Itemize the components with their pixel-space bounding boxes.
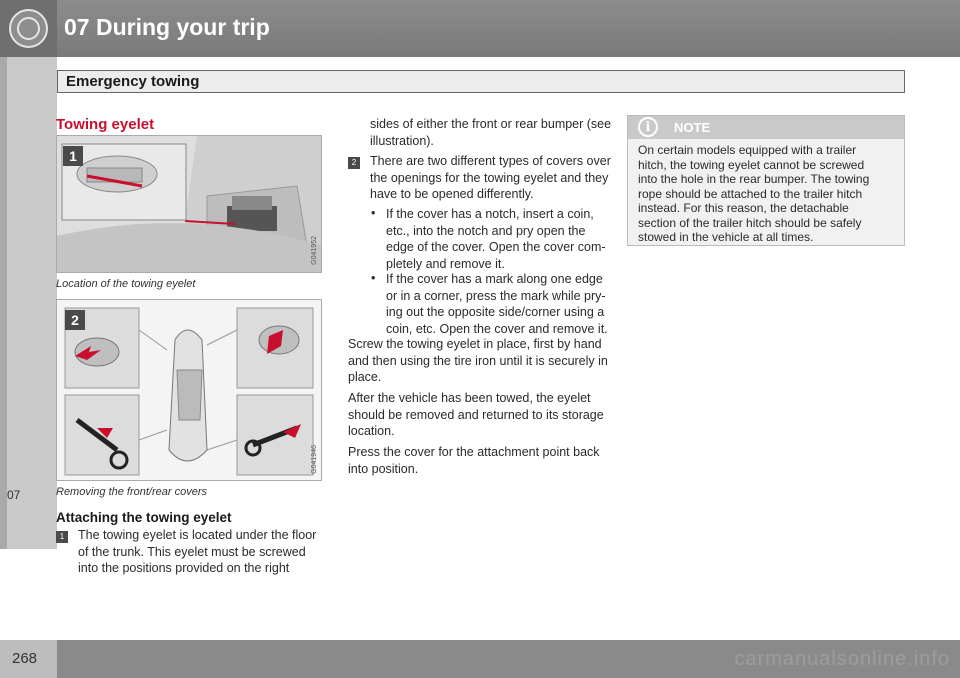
figure-badge-1: 1 xyxy=(63,146,83,166)
press-cover-paragraph xyxy=(348,444,600,477)
chapter-side-tab xyxy=(0,57,57,549)
text-line: coin, etc. Open the cover and remove it. xyxy=(386,321,608,336)
text-line: On certain models equipped with a trailer xyxy=(638,143,857,157)
figure-code-1: G041952 xyxy=(311,236,318,265)
caption-remove-covers: Removing the front/rear covers xyxy=(56,486,208,498)
text-line: hitch, the towing eyelet cannot be screwed xyxy=(638,157,865,172)
text-line: After the vehicle has been towed, the eyelet xyxy=(348,391,591,405)
text-line: There are two different types of covers over xyxy=(370,154,611,168)
note-header xyxy=(628,116,904,139)
logo-box xyxy=(0,0,57,57)
text-line: The towing eyelet is located under the floor xyxy=(78,528,317,542)
trunk-illustration xyxy=(57,136,322,273)
text-line: section of the trailer hitch should be safely xyxy=(638,215,862,230)
step2-text xyxy=(370,153,611,203)
text-line: instead. For this reason, the detachable xyxy=(638,201,849,215)
watermark: carmanualsonline.info xyxy=(734,648,950,670)
text-line: should be removed and returned to its storage xyxy=(348,407,604,422)
text-line: stowed in the vehicle at all times. xyxy=(638,230,814,244)
footer-page-box xyxy=(0,640,57,678)
figure-remove-covers xyxy=(56,299,322,481)
bullet-notch-text xyxy=(386,206,606,272)
side-tab-edge xyxy=(0,57,7,549)
text-line: rope should be attached to the trailer hitch xyxy=(638,186,863,201)
text-line: into position. xyxy=(348,461,419,476)
note-text xyxy=(638,143,900,245)
figure-code-2: G041946 xyxy=(311,445,318,474)
chapter-number: 07 xyxy=(7,488,21,502)
step-badge-1: 1 xyxy=(56,531,68,543)
figure-badge-2: 2 xyxy=(65,310,85,330)
screw-paragraph xyxy=(348,336,608,386)
towing-eyelet-heading: Towing eyelet xyxy=(56,116,155,133)
section-bar xyxy=(57,70,905,93)
text-line: and then using the tire iron until it is securely in xyxy=(348,353,608,368)
note-title: NOTE xyxy=(674,120,711,135)
bullet-marker: • xyxy=(371,271,376,285)
text-line: into the hole in the rear bumper. The towing xyxy=(638,172,870,186)
text-line: If the cover has a notch, insert a coin, xyxy=(386,207,594,221)
text-line: place. xyxy=(348,370,382,384)
text-line: If the cover has a mark along one edge xyxy=(386,272,603,286)
text-line: or in a corner, press the mark while pry- xyxy=(386,288,606,303)
figure-trunk-location xyxy=(56,135,322,273)
text-line: into the positions provided on the right xyxy=(78,561,290,575)
note-box xyxy=(627,115,905,246)
text-line: illustration). xyxy=(370,133,434,148)
text-line: of the trunk. This eyelet must be screwed xyxy=(78,544,306,559)
attaching-heading: Attaching the towing eyelet xyxy=(56,510,232,525)
step-badge-2: 2 xyxy=(348,157,360,169)
text-line: ing out the opposite side/corner using a xyxy=(386,305,605,319)
section-title: Emergency towing xyxy=(66,73,200,90)
steering-wheel-icon xyxy=(9,9,48,48)
page-header xyxy=(0,0,960,57)
text-line: sides of either the front or rear bumper (see xyxy=(370,117,612,131)
info-icon: i xyxy=(638,117,658,137)
text-line: Press the cover for the attachment point back xyxy=(348,445,600,459)
step1-text xyxy=(78,527,316,577)
text-line: have to be opened differently. xyxy=(370,187,534,201)
bullet-marker: • xyxy=(371,206,376,220)
page-number: 268 xyxy=(12,650,38,667)
text-line: edge of the cover. Open the cover com- xyxy=(386,240,606,254)
chapter-title: 07 During your trip xyxy=(64,14,270,40)
text-line: etc., into the notch and pry open the xyxy=(386,223,586,238)
text-line: location. xyxy=(348,424,395,438)
bullet-mark-text xyxy=(386,271,608,337)
step1-continuation xyxy=(370,116,611,149)
text-line: Screw the towing eyelet in place, first by hand xyxy=(348,337,602,351)
text-line: the openings for the towing eyelet and they xyxy=(370,170,609,185)
text-line: pletely and remove it. xyxy=(386,256,505,271)
page-footer xyxy=(0,640,960,678)
covers-illustration xyxy=(57,300,322,481)
after-towed-paragraph xyxy=(348,390,604,440)
caption-location: Location of the towing eyelet xyxy=(56,278,196,290)
